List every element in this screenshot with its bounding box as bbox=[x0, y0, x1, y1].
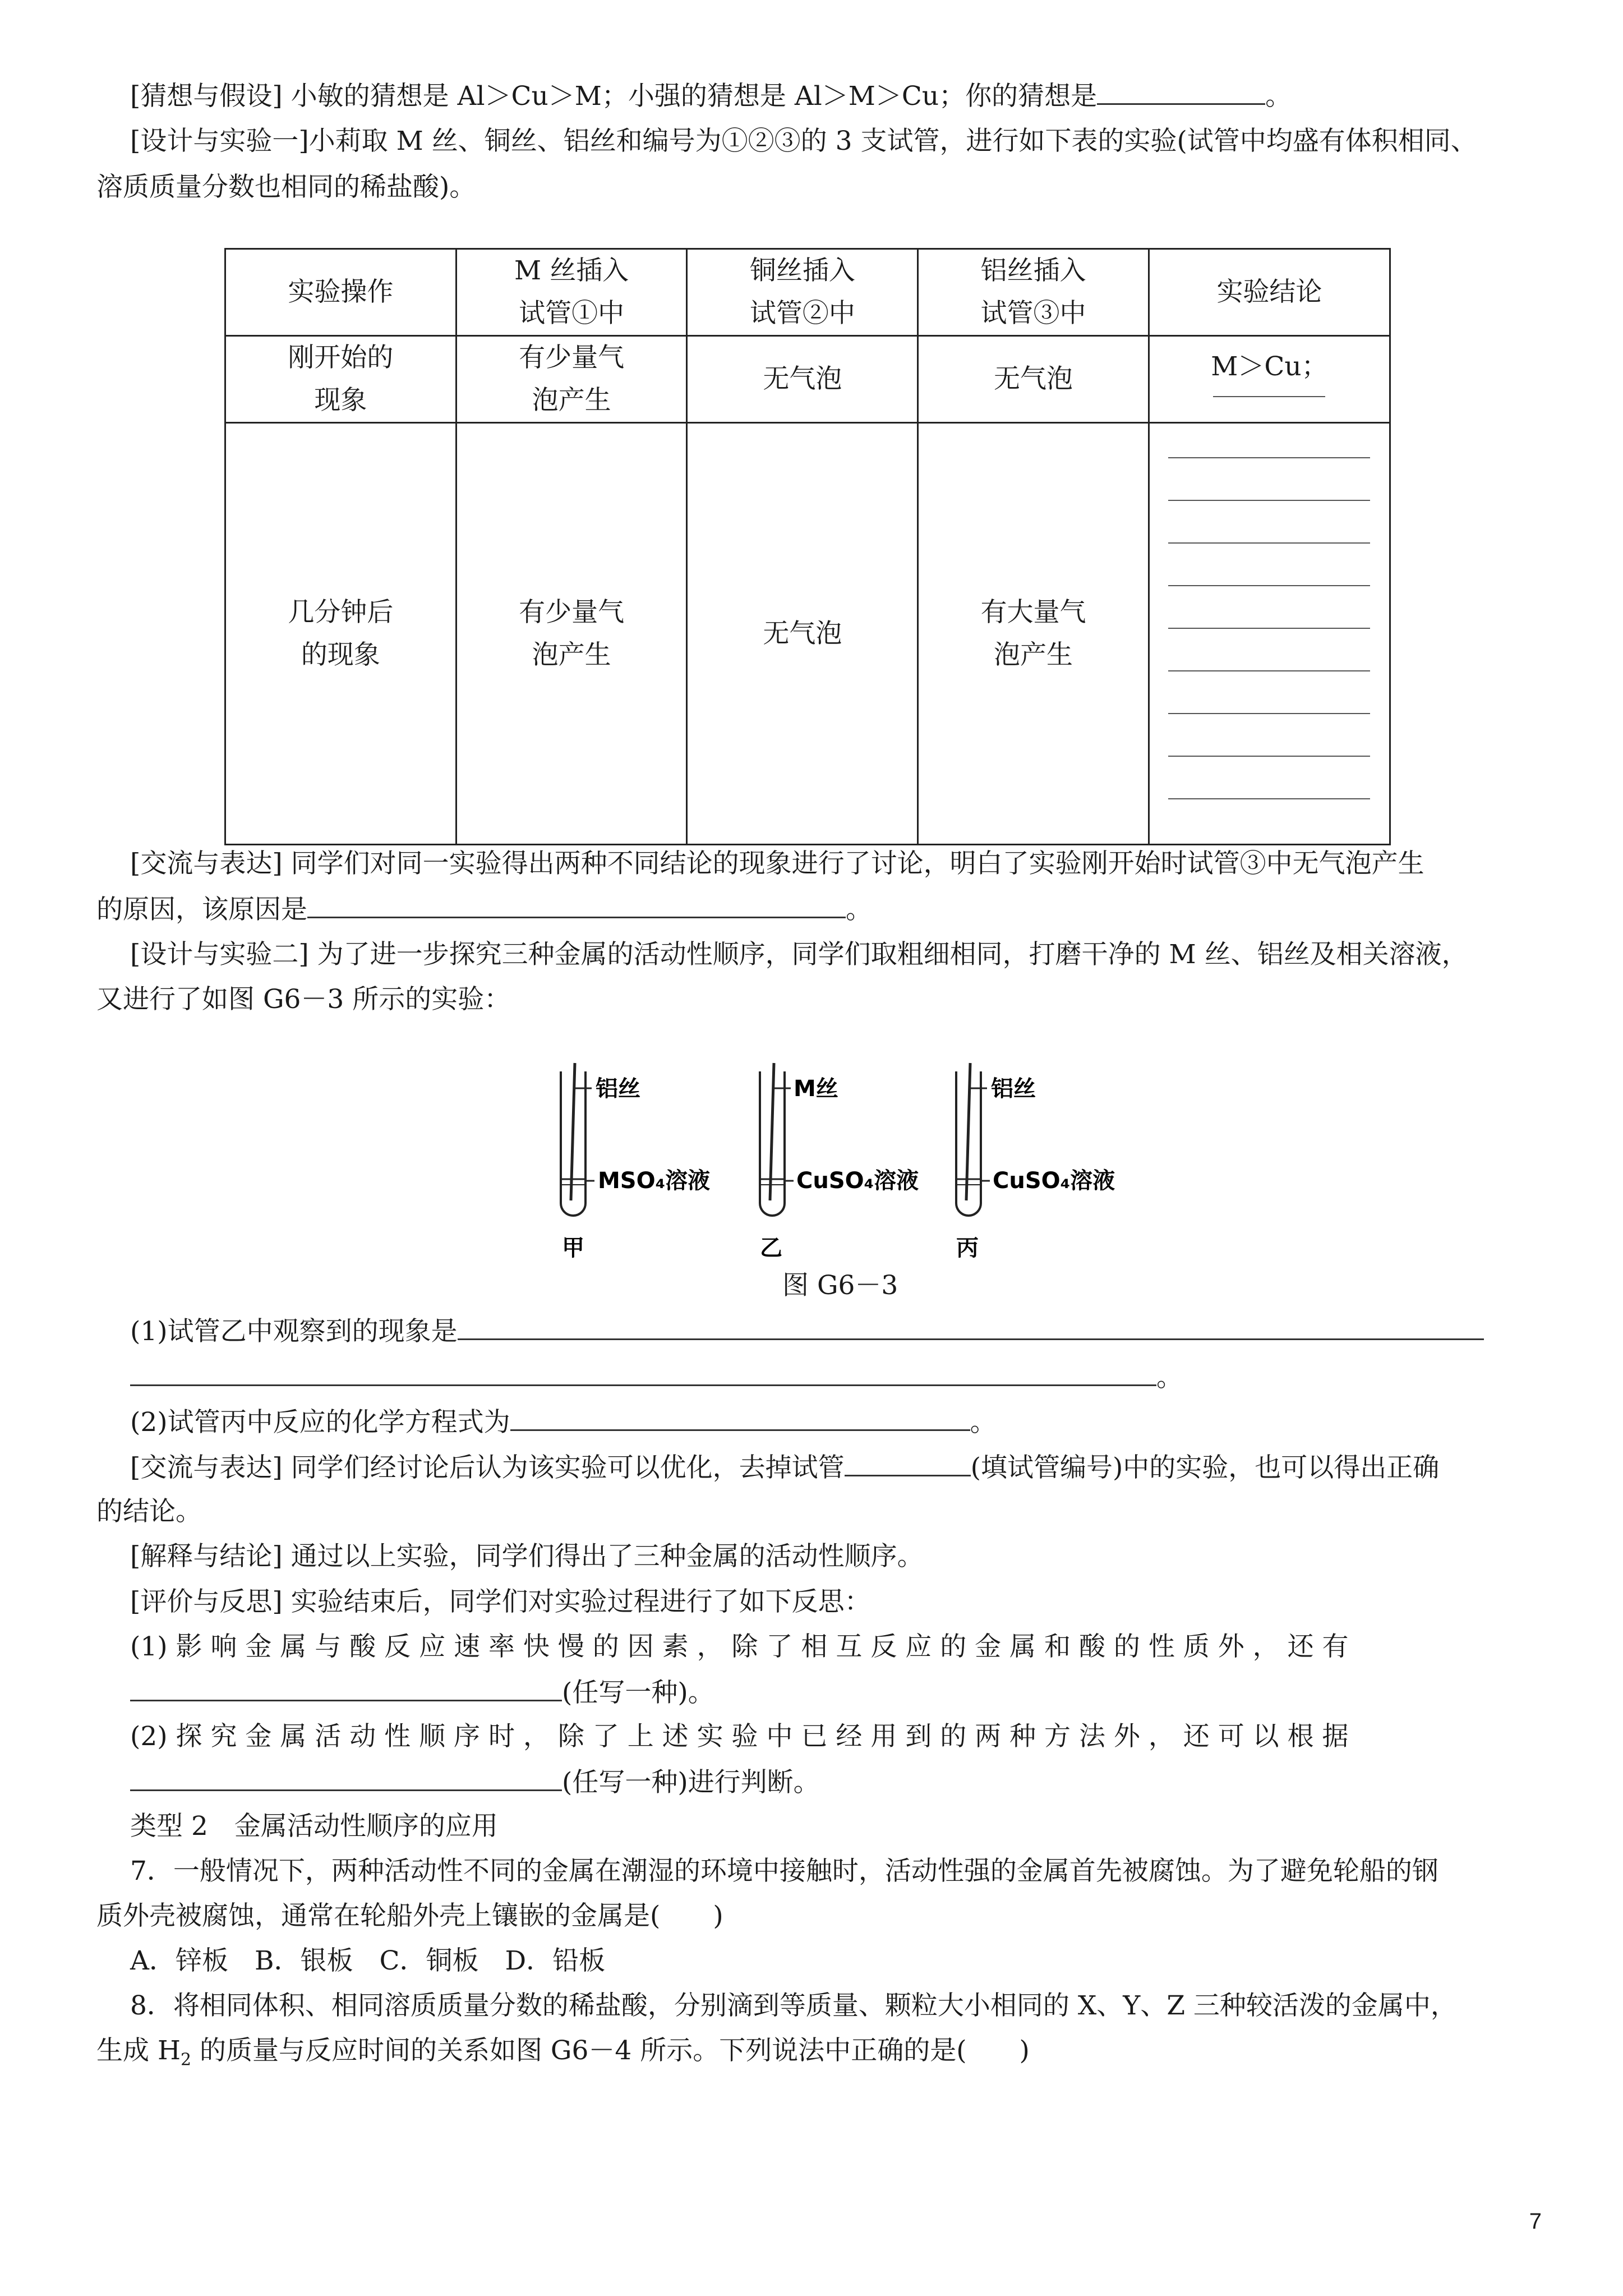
conclusion-cell: M＞Cu； bbox=[1149, 336, 1390, 423]
tube-solution-label: CuSO₄溶液 bbox=[993, 1168, 1115, 1194]
r2-line-a: (2) 探 究 金 属 活 动 性 顺 序 时 ， 除 了 上 述 实 验 中 已 经 用 到 的 两 种 方 法 外 ， 还 可 以 根 据 bbox=[130, 1721, 1349, 1752]
table-header-cell: 铜丝插入 试管②中 bbox=[687, 249, 918, 336]
table-header-cell: M 丝插入 试管①中 bbox=[456, 249, 687, 336]
table-header-cell: 铝丝插入 试管③中 bbox=[918, 249, 1149, 336]
table-cell: 无气泡 bbox=[687, 336, 918, 423]
tube-name-label: 乙 bbox=[760, 1235, 782, 1261]
r2-line-b: (任写一种)进行判断。 bbox=[130, 1765, 820, 1800]
q8-line-a: 8．将相同体积、相同溶质质量分数的稀盐酸，分别滴到等质量、颗粒大小相同的 X、Y、Z 三种较活泼的金属中， bbox=[130, 1990, 1457, 2021]
design2-line-a: [设计与实验二] 为了进一步探究三种金属的活动性顺序，同学们取粗细相同，打磨干净的 M 丝、铝丝及相关溶液， bbox=[130, 939, 1468, 970]
hypothesis-text: [猜想与假设] 小敏的猜想是 Al＞Cu＞M；小强的猜想是 Al＞M＞Cu；你的猜想是 bbox=[130, 81, 1098, 112]
design1-line-b: 溶质质量分数也相同的稀盐酸)。 bbox=[96, 172, 476, 203]
exchange2-line-a: [交流与表达] 同学们经讨论后认为该实验可以优化，去掉试管 (填试管编号)中的实验，也可以得出正确 bbox=[130, 1450, 1439, 1485]
tube-yi bbox=[760, 1063, 919, 1261]
table-cell: 有大量气 泡产生 bbox=[918, 423, 1149, 845]
table-header-cell: 实验操作 bbox=[225, 249, 457, 336]
r2-blank[interactable] bbox=[130, 1765, 562, 1791]
design1-line-a: [设计与实验一]小莉取 M 丝、铜丝、铝丝和编号为①②③的 3 支试管，进行如下表的实验(试管中均盛有体积相同、 bbox=[130, 126, 1477, 157]
hypothesis-line: [猜想与假设] 小敏的猜想是 Al＞Cu＞M；小强的猜想是 Al＞M＞Cu；你的猜想是 。 bbox=[130, 79, 1292, 113]
q1-blank-2[interactable] bbox=[130, 1360, 1156, 1386]
tube-name-label: 甲 bbox=[562, 1235, 584, 1261]
tube-jia bbox=[561, 1063, 710, 1261]
exchange2-line-b: 的结论。 bbox=[96, 1496, 202, 1527]
table-cell: 无气泡 bbox=[687, 423, 918, 845]
exchange1-line-a: [交流与表达] 同学们对同一实验得出两种不同结论的现象进行了讨论，明白了实验刚开始时试管③中无气泡产生 bbox=[130, 848, 1424, 879]
table-cell: 几分钟后 的现象 bbox=[225, 423, 457, 845]
q7-line-b: 质外壳被腐蚀，通常在轮船外壳上镶嵌的金属是( ) bbox=[96, 1901, 723, 1931]
conclusion-blank-1[interactable] bbox=[1213, 385, 1325, 397]
experiment-table bbox=[224, 248, 1391, 845]
q1-line-a: (1)试管乙中观察到的现象是 bbox=[130, 1314, 1484, 1349]
q2-line: (2)试管丙中反应的化学方程式为 。 bbox=[130, 1405, 997, 1439]
r1-line-a: (1) 影 响 金 属 与 酸 反 应 速 率 快 慢 的 因 素 ， 除 了 相 互 反 应 的 金 属 和 酸 的 性 质 外 ， 还 有 bbox=[130, 1631, 1349, 1662]
test-tube-figure bbox=[544, 1055, 1138, 1268]
tube-wire-label: M丝 bbox=[794, 1076, 838, 1102]
r1-blank[interactable] bbox=[130, 1675, 562, 1701]
tube-name-label: 丙 bbox=[956, 1235, 979, 1261]
exchange1-blank[interactable] bbox=[307, 892, 846, 918]
table-cell: 刚开始的 现象 bbox=[225, 336, 457, 423]
exchange2-blank[interactable] bbox=[845, 1450, 971, 1476]
q7-line-a: 7．一般情况下，两种活动性不同的金属在潮湿的环境中接触时，活动性强的金属首先被腐蚀。为了避免轮船的钢 bbox=[130, 1856, 1438, 1887]
table-row bbox=[225, 336, 1390, 423]
table-cell: 无气泡 bbox=[918, 336, 1149, 423]
section-heading: 类型 2 金属活动性顺序的应用 bbox=[130, 1811, 498, 1842]
q1-line-b: 。 bbox=[130, 1360, 1183, 1395]
exchange1-line-b: 的原因，该原因是 。 bbox=[96, 892, 872, 927]
table-header-cell: 实验结论 bbox=[1149, 249, 1390, 336]
conclusion-cell[interactable] bbox=[1149, 423, 1390, 845]
reflection-line: [评价与反思] 实验结束后，同学们对实验过程进行了如下反思： bbox=[130, 1586, 871, 1617]
tube-solution-label: CuSO₄溶液 bbox=[796, 1168, 919, 1194]
q1-blank-1[interactable] bbox=[458, 1314, 1484, 1340]
table-cell: 有少量气 泡产生 bbox=[456, 423, 687, 845]
page-number: 7 bbox=[1529, 2209, 1542, 2234]
hypothesis-blank[interactable] bbox=[1097, 79, 1265, 105]
table-cell: 有少量气 泡产生 bbox=[456, 336, 687, 423]
figure-caption: 图 G6－3 bbox=[782, 1270, 898, 1301]
tube-solution-label: MSO₄溶液 bbox=[598, 1168, 711, 1194]
q7-options: A．锌板 B．银板 C．铜板 D．铅板 bbox=[130, 1945, 606, 1976]
tube-bing bbox=[956, 1063, 1115, 1261]
conclusion-line: [解释与结论] 通过以上实验，同学们得出了三种金属的活动性顺序。 bbox=[130, 1541, 924, 1572]
table-header-row bbox=[225, 249, 1390, 336]
tube-wire-label: 铝丝 bbox=[596, 1076, 640, 1102]
q2-blank[interactable] bbox=[510, 1405, 970, 1431]
r1-line-b: (任写一种)。 bbox=[130, 1675, 714, 1710]
tube-wire-label: 铝丝 bbox=[991, 1076, 1036, 1102]
design2-line-b: 又进行了如图 G6－3 所示的实验： bbox=[96, 984, 511, 1015]
q8-line-b: 生成 $H_2$ 的质量与反应时间的关系如图 G6－4 所示。下列说法中正确的是( ) bbox=[96, 2035, 1030, 2070]
table-row bbox=[225, 423, 1390, 845]
